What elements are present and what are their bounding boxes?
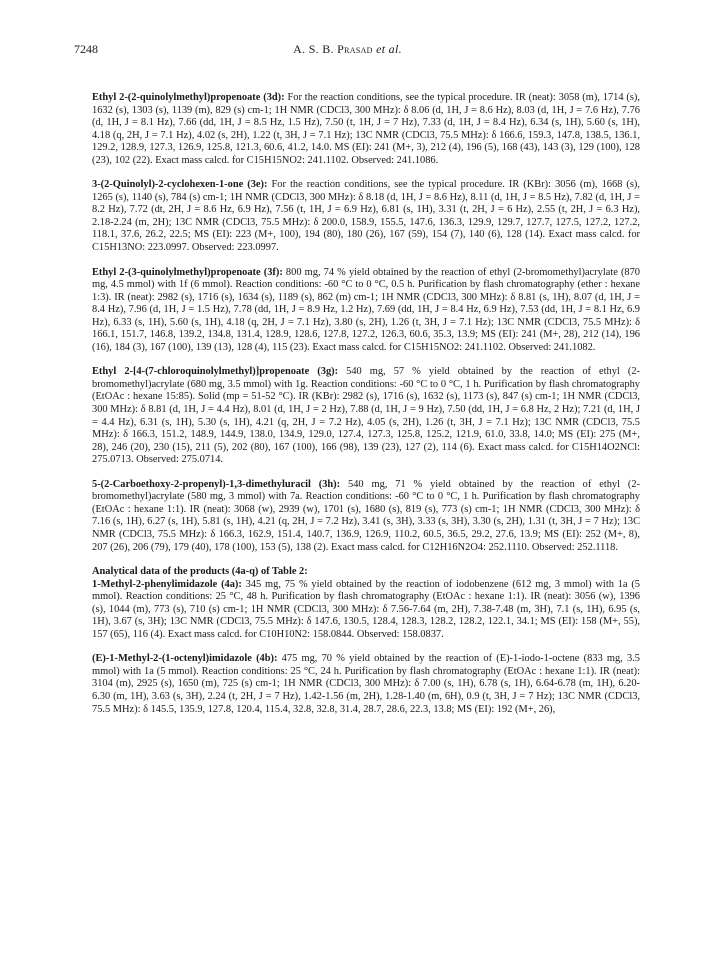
compound-3h-title: 5-(2-Carboethoxy-2-propenyl)-1,3-dimethyluracil (3h): [92, 478, 341, 490]
compound-3f-title: Ethyl 2-(3-quinolylmethyl)propenoate (3f): [92, 266, 283, 278]
compound-3f-text: 800 mg, 74 % yield obtained by the reaction of ethyl (2-bromomethyl)acrylate (870 mg, 4.5 mmol) with 1f (6 mmol). Reaction conditions: -60 °C to 0 °C, 0.5 h. Purification by flash chromatography (ether : hexane 1:3). IR (neat): 2982 (s), 1716 (s), 1634 (s), 1189 (s), 862 (m) cm-1; 1H NMR (CDCl3, 300 MHz): δ 8.81 (s, 1H), 8.07 (d, 1H, J = 8.4 Hz), 7.96 (d, 1H, J = 1.5 Hz), 7.78 (dd, 1H, J = 8.9 Hz, 1.2 Hz), 7.69 (dd, 1H, J = 8.4 Hz, 6.9 Hz), 7.53 (dd, 1H, J = 8.1 Hz, 6.9 Hz), 6.33 (s, 1H), 5.60 (s, 1H), 4.18 (q, 2H, J = 7.1 Hz), 3.80 (s, 2H), 1.26 (t, 3H, J = 7.1 Hz); 13C NMR (CDCl3, 75.5 MHz): δ 166.1, 151.7, 146.8, 139.2, 134.8, 131.4, 128.9, 128.6, 127.8, 127.2, 126.3, 60.6, 35.3, 13.9; MS (EI): 241 (M+, 28), 212 (14), 196 (16), 184 (3), 167 (100), 139 (13), 128 (4), 115 (23). Exact mass calcd. for C15H15NO2: 241.1102. Observed: 241.1082. [92, 266, 640, 353]
page-body [92, 92, 640, 728]
compound-4a-paragraph [92, 579, 640, 642]
compound-3h-paragraph [92, 479, 640, 554]
compound-4a-title: 1-Methyl-2-phenylimidazole (4a): [92, 578, 242, 590]
compound-4b-title: (E)-1-Methyl-2-(1-octenyl)imidazole (4b): [92, 653, 278, 665]
compound-3e-text: For the reaction conditions, see the typical procedure. IR (KBr): 3056 (m), 1668 (s), 1265 (s), 1140 (s), 784 (s) cm-1; 1H NMR (CDCl3, 300 MHz): δ 8.18 (d, 1H, J = 8.6 Hz), 8.11 (d, 1H, J = 8.5 Hz), 7.82 (d, 1H, J = 8.2 Hz), 7.72 (dt, 2H, J = 8.6 Hz, 6.9 Hz), 7.56 (t, 1H, J = 6.9 Hz), 6.81 (s, 1H), 3.31 (t, 2H, J = 6 Hz), 2.55 (t, 2H, J = 6.3 Hz), 2.18-2.24 (m, 2H); 13C NMR (CDCl3, 75.5 MHz): δ 200.0, 158.9, 155.5, 147.6, 136.3, 129.9, 129.7, 127.7, 127.5, 127.2, 127.2, 118.1, 37.6, 26.2, 22.5; MS (EI): 223 (M+, 100), 194 (80), 180 (26), 167 (59), 154 (7), 140 (6), 128 (14). Exact mass calcd. for C15H13NO: 223.0997. Observed: 223.0997. [92, 179, 640, 254]
compound-4b-paragraph [92, 653, 640, 716]
compound-3g-text: 540 mg, 57 % yield obtained by the reaction of ethyl (2-bromomethyl)acrylate (680 mg, 3.5 mmol) with 1g. Reaction conditions: -60 °C to 0 °C, 1 h. Purification by flash chromatography (EtOAc : hexane 15:85). Solid (mp = 51-52 °C). IR (KBr): 2982 (s), 1716 (s), 1632 (s), 1173 (s), 847 (s) cm-1; 1H NMR (CDCl3, 300 MHz): δ 8.81 (d, 1H, J = 4.4 Hz), 8.01 (d, 1H, J = 2 Hz), 7.88 (d, 1H, J = 9 Hz), 7.50 (dd, 1H, J = 6.8 Hz, 2 Hz); 7.21 (d, 1H, J = 4.4 Hz), 6.31 (s, 1H), 5.30 (s, 1H), 4.21 (q, 2H, J = 7.2 Hz), 4.05 (s, 2H), 1.26 (t, 3H, J = 7.1 Hz); 13C NMR (CDCl3, 75.5 MHz): δ 166.3, 151.2, 148.9, 144.9, 138.0, 134.9, 129.0, 127.4, 127.3, 125.8, 125.2, 121.9, 61.0, 33.8, 14.0; MS (EI): 275 (M+, 28), 246 (20), 230 (15), 211 (5), 202 (80), 167 (100), 166 (98), 139 (23), 127 (2), 114 (6). Exact mass calcd. for C15H14O2NCl: 275.0713. Observed: 275.0714. [92, 366, 641, 466]
compound-3f-paragraph [92, 267, 640, 355]
compound-3h-text: 540 mg, 71 % yield obtained by the reaction of ethyl (2-bromomethyl)acrylate (580 mg, 3 mmol) with 7a. Reaction conditions: -60 °C to 0 °C, 1 h. Purification by flash chromatography (EtOAc : hexane 1:1). IR (neat): 3068 (w), 2939 (w), 1701 (s), 1680 (s), 819 (s), 773 (s) cm-1; 1H NMR (CDCl3, 300 MHz): δ 7.16 (s, 1H), 6.27 (s, 1H), 5.81 (s, 1H), 4.21 (q, 2H, J = 7.2 Hz), 3.41 (s, 3H), 3.33 (s, 3H), 3.30 (s, 2H), 1.31 (t, 3H, J = 7 Hz); 13C NMR (CDCl3, 75.5 MHz): δ 166.3, 162.9, 151.4, 140.7, 136.9, 126.9, 110.2, 60.5, 36.5, 29.2, 27.6, 13.9; MS (EI): 252 (M+, 8), 207 (26), 206 (79), 179 (40), 178 (100), 153 (5), 138 (2). Exact mass calcd. for C12H16N2O4: 252.1110. Observed: 252.1118. [92, 478, 640, 553]
compound-4b-text: 475 mg, 70 % yield obtained by the reaction of (E)-1-iodo-1-octene (833 mg, 3.5 mmol) with 1a (5 mmol). Reaction conditions: 25 °C, 24 h. Purification by flash chromatography (EtOAc : hexane 1:1). IR (neat): 3104 (m), 2925 (s), 1650 (m), 725 (s) cm-1; 1H NMR (CDCl3, 300 MHz): δ 7.00 (s, 1H), 6.78 (s, 1H), 6.64-6.78 (m, 1H), 6.20-6.30 (m, 1H), 3.63 (s, 3H), 2.24 (t, 2H, J = 7 Hz), 1.42-1.56 (m, 2H), 1.28-1.40 (m, 6H), 0.9 (t, 3H, J = 7 Hz); 13C NMR (CDCl3, 75.5 MHz): δ 145.5, 135.9, 127.8, 120.4, 115.4, 32.8, 32.8, 31.4, 28.7, 28.6, 22.3, 13.8; MS (EI): 192 (M+, 26), [92, 653, 640, 715]
table-2-analytical-section [92, 566, 640, 716]
compound-4a-text: 345 mg, 75 % yield obtained by the reaction of iodobenzene (612 mg, 3 mmol) with 1a (5 mmol). Reaction conditions: 25 °C, 48 h. Purification by flash chromatography (EtOAc : hexane 1:1). IR (neat): 3056 (w), 1396 (s), 1044 (m), 773 (s), 710 (s) cm-1; 1H NMR (CDCl3, 300 MHz): δ 7.56-7.64 (m, 2H), 7.38-7.48 (m, 3H), 7.1 (s, 1H), 6.95 (s, 1H), 3.67 (s, 3H); 13C NMR (CDCl3, 75.5 MHz): δ 147.6, 130.5, 128.4, 128.3, 128.2, 128.2, 122.1, 34.1; MS (EI): 158 (M+, 55), 157 (65), 116 (4). Exact mass calcd. for C10H10N2: 158.0844. Observed: 158.0837. [92, 578, 640, 640]
running-head-authors: A. S. B. Prasad [293, 42, 373, 56]
section-heading: Analytical data of the products (4a-q) of Table 2: [92, 566, 308, 578]
compound-3d-text: For the reaction conditions, see the typical procedure. IR (neat): 3058 (m), 1714 (s), 1632 (s), 1303 (s), 1139 (m), 829 (s) cm-1; 1H NMR (CDCl3, 300 MHz): δ 8.06 (d, 1H, J = 8.6 Hz), 8.03 (d, 1H, J = 7.6 Hz), 7.76 (d, 1H, J = 8.1 Hz), 7.66 (dd, 1H, J = 8.5 Hz, 1.5 Hz), 7.50 (t, 1H, J = 7 Hz), 7.33 (d, 1H, J = 8.4 Hz), 6.34 (s, 1H), 5.60 (s, 1H), 4.18 (q, 2H, J = 7.1 Hz), 4.02 (s, 2H), 1.22 (t, 3H, J = 7.1 Hz); 13C NMR (CDCl3, 75.5 MHz): δ 166.6, 159.3, 147.8, 138.5, 136.1, 129.2, 128.9, 127.3, 126.9, 125.8, 121.3, 60.6, 41.2, 14.0. MS (EI): 241 (M+, 3), 212 (4), 196 (5), 168 (43), 143 (3), 129 (100), 128 (23), 102 (22). Exact mass calcd. for C15H15NO2: 241.1102. Observed: 241.1086. [92, 92, 640, 166]
running-head-et-al: et al. [376, 42, 402, 56]
compound-3e-paragraph [92, 179, 640, 254]
page-number: 7248 [74, 42, 98, 56]
compound-3g-paragraph [92, 366, 640, 466]
page-header [74, 42, 661, 60]
compound-3d-paragraph [92, 92, 640, 167]
compound-3e-title: 3-(2-Quinolyl)-2-cyclohexen-1-one (3e): [92, 179, 268, 191]
compound-3d-title: Ethyl 2-(2-quinolylmethyl)propenoate (3d): [92, 92, 285, 103]
running-head [74, 42, 621, 57]
compound-3g-title: Ethyl 2-[4-(7-chloroquinolylmethyl)]propenoate (3g): [92, 366, 339, 378]
